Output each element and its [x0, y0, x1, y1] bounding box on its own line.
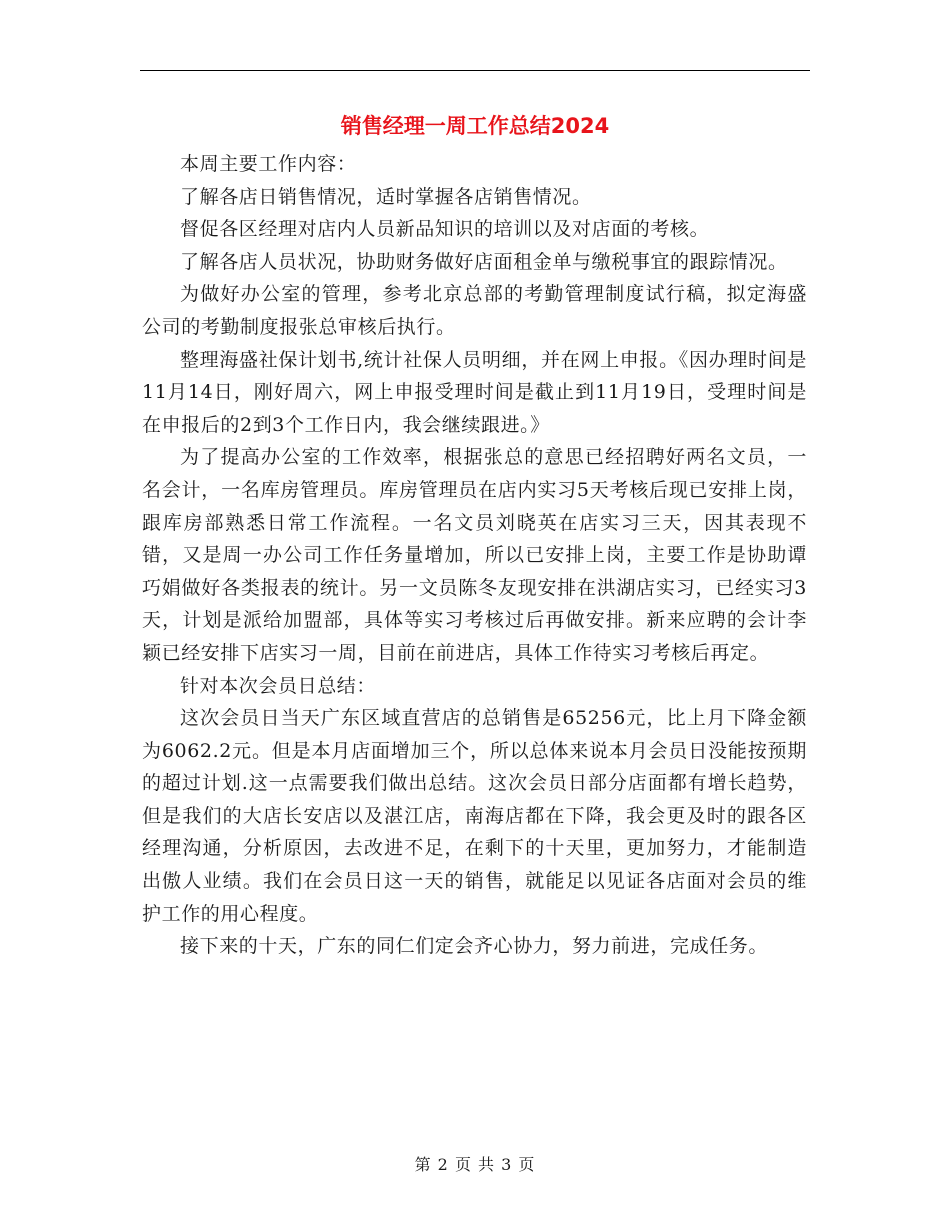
- paragraph: 了解各店人员状况，协助财务做好店面租金单与缴税事宜的跟踪情况。: [180, 250, 788, 273]
- paragraph: 为了提高办公室的工作效率，根据张总的意思已经招聘好两名文员，一名会计，一名库房管理员。库房管理员在店内实习5天考核后现已安排上岗，跟库房部熟悉日常工作流程。一名文员刘晓英在店实习三天，因其表现不错，又是周一办公司工作任务量增加，所以已安排上岗，主要工作是协助谭巧娟做好各类报表的统计。另一文员陈冬友现安排在洪湖店实习，已经实习3天，计划是派给加盟部，具体等实习考核过后再做安排。新来应聘的会计李颖已经安排下店实习一周，目前在前进店，具体工作待实习考核后再定。: [142, 446, 807, 664]
- paragraph: 整理海盛社保计划书,统计社保人员明细，并在网上申报。《因办理时间是11月14日，刚好周六，网上申报受理时间是截止到11月19日，受理时间是在申报后的2到3个工作日内，我会继续跟进。》: [142, 348, 807, 436]
- paragraph: 针对本次会员日总结：: [180, 674, 377, 697]
- document-body: [142, 148, 807, 963]
- page-number-footer: 第 2 页 共 3 页: [414, 1155, 536, 1174]
- paragraph: 这次会员日当天广东区域直营店的总销售是65256元，比上月下降金额为6062.2元。但是本月店面增加三个，所以总体来说本月会员日没能按预期的超过计划.这一点需要我们做出总结。这次会员日部分店面都有增长趋势，但是我们的大店长安店以及湛江店，南海店都在下降，我会更及时的跟各区经理沟通，分析原因，去改进不足，在剩下的十天里，更加努力，才能制造出傲人业绩。我们在会员日这一天的销售，就能足以见证各店面对会员的维护工作的用心程度。: [142, 707, 807, 925]
- paragraph: 了解各店日销售情况，适时掌握各店销售情况。: [180, 185, 592, 208]
- document-title: 销售经理一周工作总结2024: [340, 114, 610, 138]
- paragraph: 督促各区经理对店内人员新品知识的培训以及对店面的考核。: [180, 218, 710, 241]
- paragraph: 接下来的十天，广东的同仁们定会齐心协力，努力前进，完成任务。: [180, 935, 769, 958]
- header-rule: [140, 70, 810, 71]
- paragraph: 为做好办公室的管理，参考北京总部的考勤管理制度试行稿，拟定海盛公司的考勤制度报张总审核后执行。: [142, 283, 807, 338]
- paragraph: 本周主要工作内容：: [180, 153, 357, 175]
